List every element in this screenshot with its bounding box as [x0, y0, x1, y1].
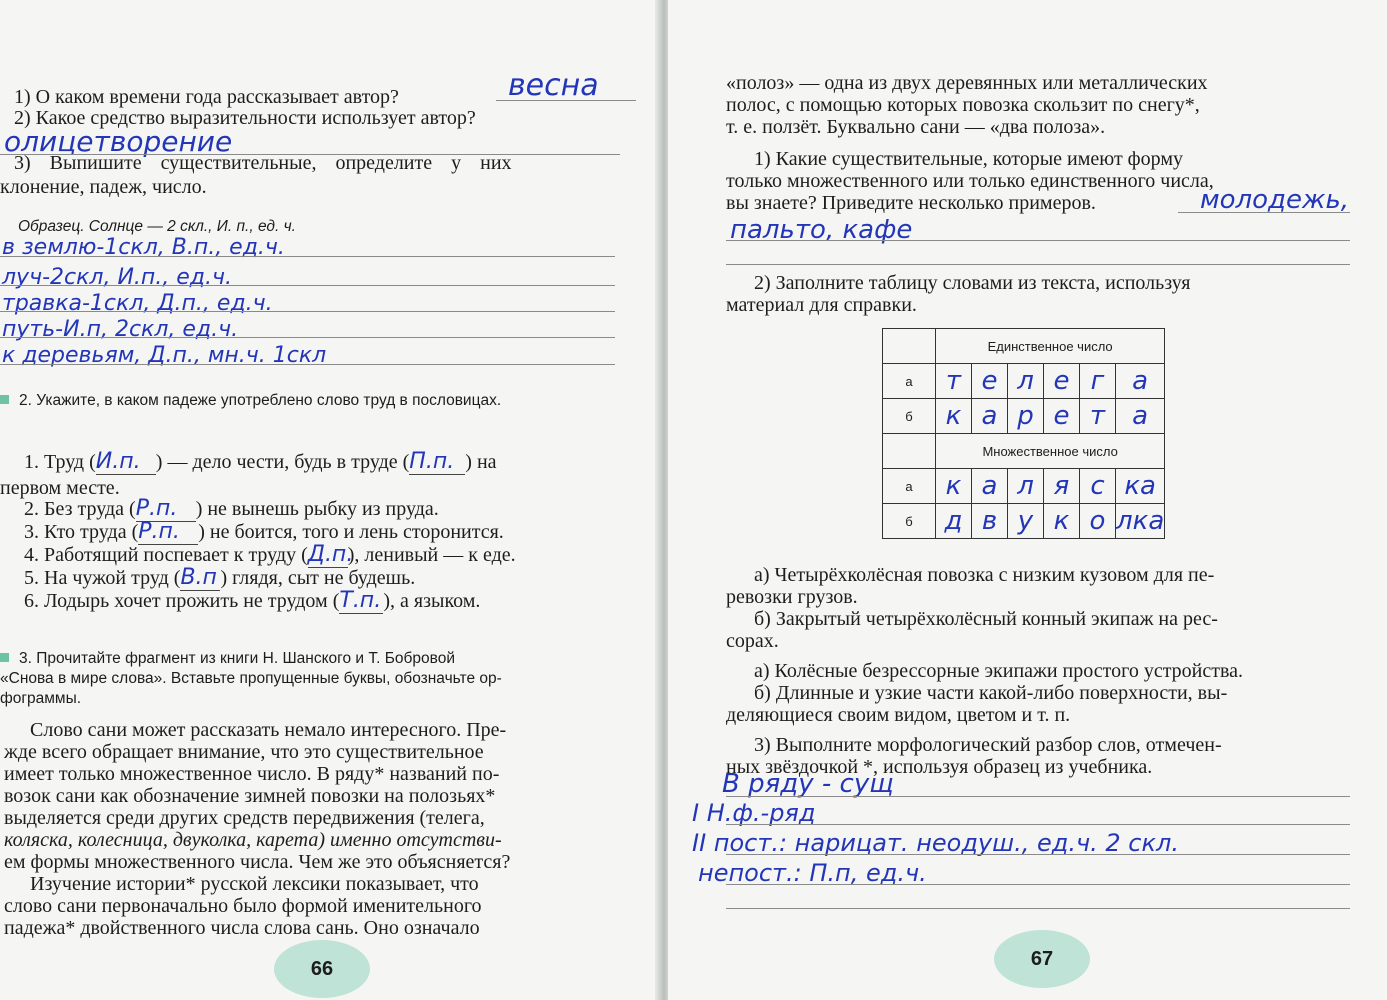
letter: к — [1124, 471, 1141, 501]
question-3-line2: клонение, падеж, число. — [0, 176, 207, 198]
letter-cell[interactable]: л — [1008, 469, 1044, 504]
task-3-heading — [0, 648, 455, 670]
text-line: Слово сани может рассказать немало интересного. Пре- — [30, 719, 507, 741]
letter: а — [1140, 471, 1156, 501]
right-page — [668, 0, 1387, 1000]
answer-blank[interactable] — [409, 450, 465, 475]
table-corner — [883, 434, 936, 469]
letter-cell[interactable] — [1116, 469, 1165, 504]
proverb-text: ), ленивый — к еде. — [347, 544, 516, 566]
answer-blank[interactable] — [339, 589, 383, 614]
answer-line — [726, 854, 1350, 855]
answer-1: весна — [508, 68, 599, 103]
question-2: 2) Какое средство выразительности использует автор? — [14, 107, 476, 129]
text-line: имеет только множественное число. В ряду* названий по- — [4, 763, 500, 785]
text-line: ем формы множественного числа. Чем же это объясняется? — [4, 851, 511, 873]
question-3: 3) Выполните морфологический разбор слов, отмечен- — [754, 734, 1222, 756]
text-line: выделяется среди других средств передвижения (телега, — [4, 807, 485, 829]
question-1: 1) Какие существительные, которые имеют форму — [754, 148, 1183, 170]
proverb-text: ) — дело чести, будь в труде ( — [155, 451, 410, 473]
answer-1-part2: пальто, кафе — [730, 215, 913, 245]
proverb-1 — [24, 450, 497, 475]
answer-blank[interactable] — [307, 542, 354, 568]
letter-cell[interactable]: о — [1080, 504, 1116, 539]
question-2: материал для справки. — [726, 294, 917, 316]
letter-cell[interactable]: а — [972, 399, 1008, 434]
reference-text: б) Длинные и узкие части какой-либо поверхности, вы- — [754, 682, 1228, 704]
reference-text: а) Четырёхколёсная повозка с низким кузовом для пе- — [754, 564, 1215, 586]
row-label: а — [883, 469, 936, 504]
text-line: Изучение истории* русской лексики показывает, что — [30, 873, 479, 895]
letter-cell[interactable]: т — [1080, 399, 1116, 434]
answer-line — [0, 337, 615, 338]
answer-blank[interactable] — [138, 520, 198, 545]
answer-line — [726, 824, 1350, 825]
left-page — [0, 0, 660, 1000]
answer-line — [726, 908, 1350, 909]
reference-text: б) Закрытый четырёхколёсный конный экипаж на рес- — [754, 608, 1218, 630]
letter-cell[interactable] — [1116, 504, 1165, 539]
answer-line — [726, 264, 1350, 265]
letter-cell[interactable]: с — [1080, 469, 1116, 504]
task-2-heading — [0, 390, 501, 412]
row-label: б — [883, 399, 936, 434]
letter: л — [1116, 506, 1133, 536]
answer-1-part1: молодежь, — [1200, 185, 1350, 215]
letter-cell[interactable]: в — [972, 504, 1008, 539]
table-row — [883, 399, 1165, 434]
answer-line — [0, 256, 615, 257]
letter-cell[interactable]: к — [936, 399, 972, 434]
task-3-text: фограммы. — [0, 690, 82, 707]
answer-line — [726, 796, 1350, 797]
letter: а — [1148, 506, 1165, 536]
plural-header: Множественное число — [936, 434, 1165, 469]
proverb-answer: И.п. — [95, 449, 141, 474]
reference-text: ревозки грузов. — [726, 586, 858, 608]
answer-blank[interactable] — [180, 566, 220, 591]
letter-cell[interactable]: а — [972, 469, 1008, 504]
proverb-3 — [24, 520, 504, 545]
letter-cell[interactable]: а — [1116, 399, 1165, 434]
question-2: 2) Заполните таблицу словами из текста, используя — [754, 272, 1191, 294]
answer-3-line: В ряду - сущ — [722, 769, 894, 799]
table-row — [883, 364, 1165, 399]
task-2-text: 2. Укажите, в каком падеже употреблено слово труд в пословицах. — [19, 392, 502, 409]
reference-text: а) Колёсные безрессорные экипажи простого устройства. — [754, 660, 1244, 682]
proverb-text: 4. Работящий поспевает к труду ( — [24, 544, 308, 566]
answer-line — [726, 884, 1350, 885]
table-row — [883, 469, 1165, 504]
reference-text: сорах. — [726, 630, 779, 652]
text-line: слово сани первоначально было формой именительного — [4, 895, 482, 917]
letter: к — [1132, 506, 1149, 536]
letter-cell[interactable]: г — [1080, 364, 1116, 399]
proverb-text: 5. На чужой труд ( — [24, 567, 181, 589]
row-label: б — [883, 504, 936, 539]
proverb-answer: Д.п. — [307, 542, 354, 567]
proverb-answer: Р.п. — [135, 496, 178, 521]
question-3-line1: 3) Выпишите существительные, определите у них — [14, 152, 512, 174]
question-1: только множественного или только единственного числа, — [726, 170, 1214, 192]
proverb-text: ) не вынешь рыбку из пруда. — [195, 498, 439, 520]
reference-text: деляющиеся своим видом, цветом и т. п. — [726, 704, 1071, 726]
text-line: падежа* двойственного числа слова сань. Оно означало — [4, 917, 480, 939]
answer-blank[interactable] — [96, 450, 156, 475]
answer-line — [1178, 212, 1350, 213]
section-marker — [0, 395, 9, 404]
letter-cell[interactable]: а — [1116, 364, 1165, 399]
proverb-text: 3. Кто труда ( — [24, 521, 139, 543]
text-line: возок сани как обозначение зимней повозки на полозьях* — [4, 785, 496, 807]
answer-3-line: травка-1скл, Д.п., ед.ч. — [2, 291, 273, 316]
answer-3-line: луч-2скл, И.п., ед.ч. — [2, 265, 232, 290]
answer-3-line: непост.: П.п, ед.ч. — [698, 859, 927, 887]
proverb-answer: П.п. — [409, 449, 455, 474]
proverb-text: ) не боится, того и лень сторонится. — [198, 521, 504, 543]
letter-cell[interactable]: е — [1044, 399, 1080, 434]
sample-text: Образец. Солнце — 2 скл., И. п., ед. ч. — [18, 218, 296, 235]
letter-cell[interactable]: е — [972, 364, 1008, 399]
proverb-text: 1. Труд ( — [24, 451, 96, 473]
table-corner — [883, 329, 936, 364]
answer-3-line: II пост.: нарицат. неодуш., ед.ч. 2 скл. — [692, 829, 1179, 857]
text-line: коляска, колесница, двуколка, карета) именно отсутстви- — [4, 829, 502, 851]
proverb-1-cont: первом месте. — [0, 477, 120, 499]
answer-line — [726, 240, 1350, 241]
letter-cell[interactable]: у — [1008, 504, 1044, 539]
proverb-4 — [24, 543, 516, 568]
answer-line — [0, 311, 615, 312]
proverb-answer: В.п — [180, 565, 217, 590]
letter-cell[interactable]: к — [936, 469, 972, 504]
proverb-text: 2. Без труда ( — [24, 498, 136, 520]
answer-3-line: путь-И.п, 2скл, ед.ч. — [2, 317, 239, 342]
text-line: жде всего обращает внимание, что это существительное — [4, 741, 484, 763]
question-1: 1) О каком времени года рассказывает автор? — [14, 86, 399, 108]
text-line: т. е. ползёт. Буквально сани — «два полоза». — [726, 116, 1106, 138]
task-3-text: «Снова в мире слова». Вставьте пропущенные буквы, обозначьте ор- — [0, 670, 502, 687]
proverb-text: ) глядя, сыт не будешь. — [220, 567, 416, 589]
letter-cell[interactable]: р — [1008, 399, 1044, 434]
answer-2: олицетворение — [4, 125, 233, 158]
proverb-answer: Т.п. — [339, 588, 382, 613]
proverb-2 — [24, 497, 439, 522]
text-line: полос, с помощью которых повозка скользит по снегу*, — [726, 94, 1200, 116]
letter-cell[interactable]: д — [936, 504, 972, 539]
page-number-66: 66 — [274, 940, 370, 998]
page-number-67: 67 — [994, 930, 1090, 988]
answer-line — [496, 100, 636, 101]
answer-3-line: к деревьям, Д.п., мн.ч. 1скл — [2, 343, 327, 368]
letter-cell[interactable]: е — [1044, 364, 1080, 399]
proverb-text: ) на — [465, 451, 497, 473]
proverb-text: 6. Лодырь хочет прожить не трудом ( — [24, 590, 340, 612]
text-line: «полоз» — одна из двух деревянных или металлических — [726, 72, 1208, 94]
singular-header: Единственное число — [936, 329, 1165, 364]
answer-3-line: в землю-1скл, В.п., ед.ч. — [2, 235, 285, 260]
letter-cell[interactable]: л — [1008, 364, 1044, 399]
question-1: вы знаете? Приведите несколько примеров. — [726, 192, 1096, 214]
letter-cell[interactable]: т — [936, 364, 972, 399]
letter-cell[interactable]: к — [1044, 504, 1080, 539]
proverb-6 — [24, 589, 480, 614]
proverb-answer: Р.п. — [138, 519, 180, 544]
proverb-text: ), а языком. — [383, 590, 481, 612]
answer-line — [0, 364, 615, 365]
letter-cell[interactable]: я — [1044, 469, 1080, 504]
question-3: ных звёздочкой *, используя образец из учебника. — [726, 756, 1153, 778]
table-row — [883, 504, 1165, 539]
answer-3-line: I Н.ф.-ряд — [692, 799, 816, 827]
answer-line — [0, 285, 615, 286]
row-label: а — [883, 364, 936, 399]
task-3-text: 3. Прочитайте фрагмент из книги Н. Шанского и Т. Бобровой — [19, 650, 455, 667]
section-marker — [0, 653, 9, 662]
words-table — [882, 328, 1165, 539]
